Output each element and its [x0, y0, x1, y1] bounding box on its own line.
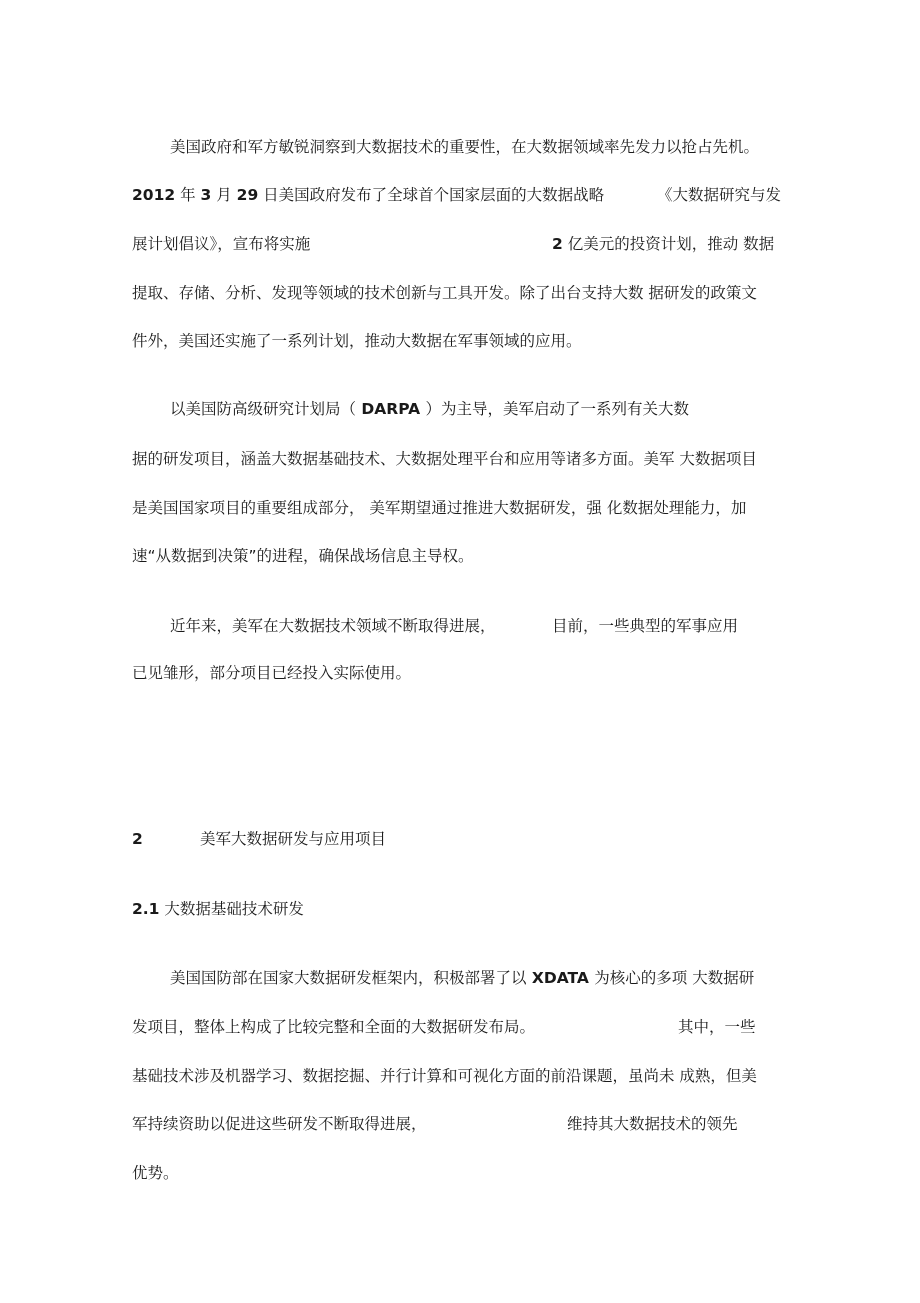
section-2-1-number: 2.1 — [132, 900, 160, 918]
paragraph-4-line-4-tail: 维持其大数据技术的领先 — [567, 1115, 738, 1133]
paragraph-4-line-1 — [170, 967, 754, 989]
paragraph-1-line-2 — [132, 184, 604, 206]
paragraph-4-line-2-tail: 其中，一些 — [678, 1018, 756, 1036]
section-2-1-title: 大数据基础技术研发 — [159, 900, 304, 918]
paragraph-4-line-4-head: 军持续资助以促进这些研发不断取得进展， — [132, 1115, 427, 1133]
paragraph-4-line-5: 优势。 — [132, 1164, 179, 1182]
year-unit: 年 — [175, 186, 201, 204]
paragraph-1-line-5: 件外，美国还实施了一系列计划，推动大数据在军事领域的应用。 — [132, 332, 582, 350]
section-2-number: 2 — [132, 830, 143, 848]
paragraph-2-line-1 — [170, 398, 689, 420]
month-unit: 月 — [211, 186, 237, 204]
year-number: 2012 — [132, 186, 176, 204]
paragraph-1-line-3-tail — [552, 233, 774, 255]
darpa-acronym: DARPA — [356, 400, 426, 418]
paragraph-1-line-4: 提取、存储、分析、发现等领域的技术创新与工具开发。除了出台支持大数 据研发的政策文 — [132, 284, 757, 302]
day-number: 29 — [236, 186, 259, 204]
amount-text: 亿美元的投资计划，推动 数据 — [562, 235, 775, 253]
paragraph-4-line-2-head: 发项目，整体上构成了比较完整和全面的大数据研发布局。 — [132, 1018, 536, 1036]
paragraph-1-line-1: 美国政府和军方敏锐洞察到大数据技术的重要性，在大数据领域率先发力以抢占先机。 — [170, 138, 760, 156]
p4-line-1-head: 美国国防部在国家大数据研发框架内，积极部署了以 — [170, 969, 527, 987]
section-2-1-heading — [132, 898, 304, 920]
p2-line-1-head: 以美国防高级研究计划局（ — [170, 400, 357, 418]
xdata-acronym: XDATA — [526, 969, 595, 987]
section-2-title: 美军大数据研发与应用项目 — [200, 830, 387, 848]
paragraph-2-line-2: 据的研发项目，涵盖大数据基础技术、大数据处理平台和应用等诸多方面。美军 大数据项目 — [132, 450, 757, 468]
paragraph-3-line-2: 已见雏形，部分项目已经投入实际使用。 — [132, 664, 412, 682]
paragraph-1-line-2-tail: 《大数据研究与发 — [657, 186, 782, 204]
paragraph-1-line-3-head: 展计划倡议》，宣布将实施 — [132, 235, 311, 253]
p2-line-1-tail: ）为主导，美军启动了一系列有关大数 — [425, 400, 690, 418]
paragraph-3-line-1-head: 近年来，美军在大数据技术领域不断取得进展， — [170, 617, 496, 635]
paragraph-4-line-3: 基础技术涉及机器学习、数据挖掘、并行计算和可视化方面的前沿课题，虽尚未 成熟，但美 — [132, 1067, 757, 1085]
amount-number: 2 — [552, 235, 563, 253]
month-number: 3 — [200, 186, 212, 204]
paragraph-2-line-4: 速“从数据到决策”的进程，确保战场信息主导权。 — [132, 547, 474, 565]
p4-line-1-tail: 为核心的多项 大数据研 — [594, 969, 755, 987]
paragraph-2-line-3: 是美国国家项目的重要组成部分， 美军期望通过推进大数据研发，强 化数据处理能力，加 — [132, 499, 747, 517]
paragraph-3-line-1-tail: 目前，一些典型的军事应用 — [552, 617, 739, 635]
line-2-text: 日美国政府发布了全球首个国家层面的大数据战略 — [258, 186, 605, 204]
